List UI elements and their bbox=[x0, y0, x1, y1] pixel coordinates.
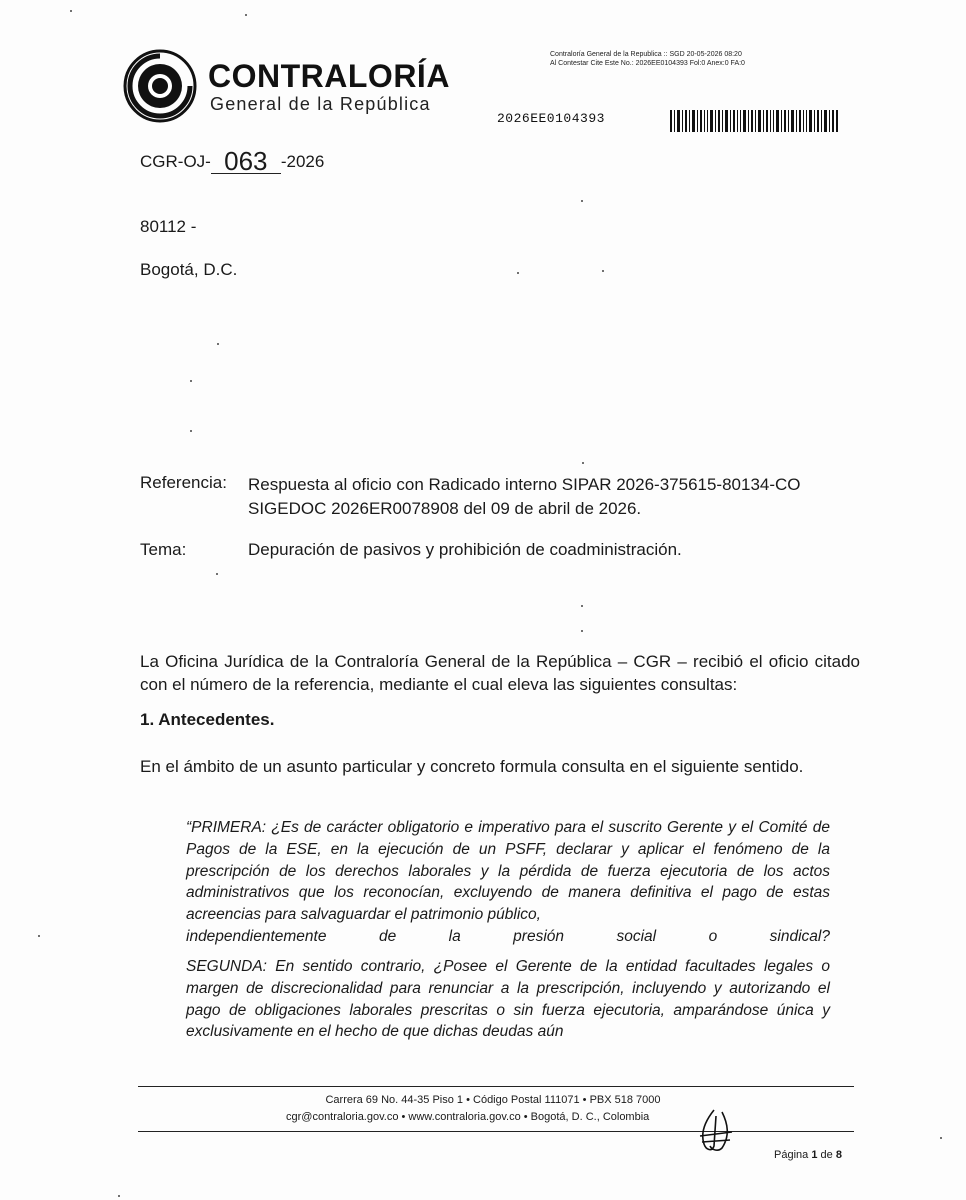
quote-first-body: “PRIMERA: ¿Es de carácter obligatorio e imperativo para el suscrito Gerente y el Comité de Pagos de la ESE, en la ejecución de un PSFF, declarar y aplicar el fenómeno de la prescripción de los derechos laborales y la pérdida de fuerza ejecutoria de los actos administrativos que los reconocían, excluyendo de manera definitiva el pago de estas acreencias para salvaguardar el patrimonio público, bbox=[186, 819, 830, 924]
barcode bbox=[670, 110, 838, 132]
subject-text: Depuración de pasivos y prohibición de coadministración. bbox=[248, 540, 682, 559]
contraloria-logo bbox=[122, 48, 452, 128]
scan-speck bbox=[940, 1137, 942, 1139]
page-of: de bbox=[820, 1149, 833, 1161]
quote-first-question bbox=[186, 817, 830, 948]
stamp-line-2: Al Contestar Cite Este No.: 2026EE0104393 Fol:0 Anex:0 FA:0 bbox=[550, 60, 745, 67]
scan-speck bbox=[582, 462, 584, 464]
document-code bbox=[140, 146, 325, 176]
context-paragraph: En el ámbito de un asunto particular y concreto formula consulta en el siguiente sentido. bbox=[140, 757, 804, 776]
quote-second-question: SEGUNDA: En sentido contrario, ¿Posee el Gerente de la entidad facultades legales o margen de discrecionalidad para renunciar a la prescripción, incluyendo y autorizando el pago de obligaciones laborales prescritas o sin fuerza ejecutoria, amparándose única y exclusivamente en el hecho de que dichas deudas aún bbox=[186, 958, 830, 1041]
scan-speck bbox=[245, 14, 247, 16]
code-number: 063 bbox=[211, 149, 281, 174]
stamp-line-1: Contraloría General de la Republica :: SGD 20-05-2026 08:20 bbox=[550, 51, 742, 58]
intro-paragraph: La Oficina Jurídica de la Contraloría General de la República – CGR – recibió el oficio citado con el número de la referencia, mediante el cual eleva las siguientes consultas: bbox=[140, 652, 860, 694]
scan-speck bbox=[517, 272, 519, 274]
scan-speck bbox=[38, 935, 40, 937]
scan-speck bbox=[581, 630, 583, 632]
code-prefix: CGR-OJ- bbox=[140, 152, 211, 171]
scan-speck bbox=[190, 430, 192, 432]
radicado-number: 2026EE0104393 bbox=[497, 111, 605, 126]
scan-speck bbox=[581, 200, 583, 202]
scan-speck bbox=[118, 1195, 120, 1197]
section-heading: 1. Antecedentes. bbox=[140, 710, 275, 729]
filing-stamp bbox=[550, 50, 745, 68]
page-total: 8 bbox=[835, 1149, 842, 1161]
scan-speck bbox=[70, 10, 72, 12]
footer-address bbox=[0, 1094, 966, 1106]
dependency-code: 80112 - bbox=[140, 217, 197, 236]
reference-text bbox=[248, 473, 868, 521]
footer-rule-top bbox=[138, 1086, 854, 1087]
brand-name: CONTRALORÍA bbox=[208, 58, 450, 94]
page-label: Página bbox=[774, 1149, 809, 1161]
footer-contact: cgr@contraloria.gov.co • www.contraloria.gov.co • Bogotá, D. C., Colombia bbox=[286, 1111, 650, 1123]
reference-label: Referencia: bbox=[140, 473, 227, 492]
code-suffix: -2026 bbox=[280, 152, 325, 171]
footer-rule-bottom bbox=[138, 1131, 854, 1132]
scan-speck bbox=[216, 573, 218, 575]
scan-speck bbox=[581, 605, 583, 607]
footer-address-text: Carrera 69 No. 44-35 Piso 1 • Código Postal 111071 • PBX 518 7000 bbox=[325, 1094, 661, 1106]
logo-mark-icon bbox=[122, 48, 198, 124]
page-current: 1 bbox=[811, 1149, 818, 1161]
city-line: Bogotá, D.C. bbox=[140, 260, 238, 279]
quote-first-last-line: independientemente de la presión social o sindical? bbox=[186, 927, 830, 945]
reference-line-2: SIGEDOC 2026ER0078908 del 09 de abril de 2026. bbox=[248, 499, 642, 518]
reference-line-1: Respuesta al oficio con Radicado interno SIPAR 2026-375615-80134-CO bbox=[248, 475, 801, 494]
scan-speck bbox=[602, 270, 604, 272]
subject-label: Tema: bbox=[140, 540, 187, 559]
scan-speck bbox=[217, 343, 219, 345]
brand-subtitle: General de la República bbox=[210, 94, 431, 114]
page-number bbox=[774, 1149, 842, 1161]
initials-signature bbox=[692, 1106, 742, 1156]
scan-speck bbox=[190, 380, 192, 382]
